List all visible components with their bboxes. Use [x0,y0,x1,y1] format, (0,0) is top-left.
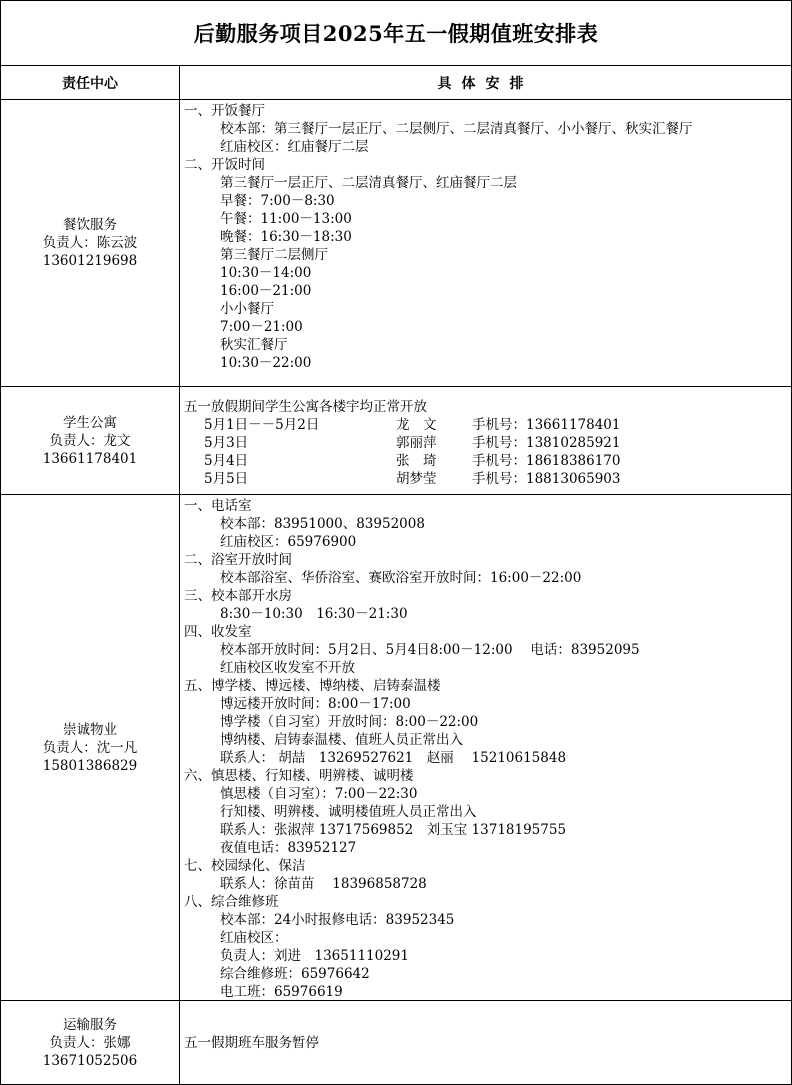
dorm-duty-date: 5月1日－－5月2日 [204,417,320,433]
property-section-heading: 四、收发室 [184,624,252,640]
property-section-heading: 二、浴室开放时间 [184,552,292,568]
property-detail-line: 校本部：83951000、83952008 [220,516,425,532]
transport-phone: 13671052506 [42,1052,138,1069]
catering-detail-line: 10:30－22:00 [220,355,312,371]
row-transport [1,1001,791,1084]
dorm-details [184,398,787,488]
property-center-name: 崇诚物业 [63,721,117,738]
dorm-duty-phone: 手机号：13810285921 [472,435,621,451]
catering-phone: 13601219698 [42,253,138,269]
property-detail-line: 博纳楼、启铸泰温楼、值班人员正常出入 [220,732,463,748]
property-detail-line: 联系人：徐苗苗 18396858728 [220,876,427,892]
property-detail-line: 行知楼、明辨楼、诚明楼值班人员正常出入 [220,804,477,820]
dorm-duty-phone: 手机号：13661178401 [472,417,621,433]
dorm-phone: 13661178401 [42,450,138,467]
catering-detail-line: 16:00－21:00 [220,283,312,299]
property-detail-line: 红庙校区收发室不开放 [220,660,355,676]
dorm-duty-date: 5月3日 [204,435,249,451]
table-title: 后勤服务项目2025年五一假期值班安排表 [1,1,791,66]
property-detail-line: 负责人：刘进 13651110291 [220,948,409,964]
property-section-heading: 八、综合维修班 [184,894,279,910]
dorm-schedule-row [184,470,787,488]
catering-center-cell [1,100,180,386]
catering-detail-line: 红庙校区：红庙餐厅二层 [220,139,369,155]
property-section-heading: 五、博学楼、博远楼、博纳楼、启铸泰温楼 [184,678,441,694]
property-section-heading: 六、慎思楼、行知楼、明辨楼、诚明楼 [184,768,414,784]
dorm-duty-phone: 手机号：18618386170 [472,453,621,469]
dorm-duty-date: 5月4日 [204,453,249,469]
property-detail-line: 电工班：65976619 [220,984,343,1000]
catering-detail-line: 第三餐厅二层侧厅 [220,247,328,263]
dorm-duty-phone: 手机号：18813065903 [472,471,621,487]
property-details [184,497,787,1001]
dorm-intro: 五一放假期间学生公寓各楼宇均正常开放 [184,399,427,415]
row-dorm [1,387,791,495]
dorm-schedule [184,416,787,488]
transport-person: 负责人：张娜 [49,1034,131,1051]
property-phone: 15801386829 [42,757,138,774]
dorm-schedule-row [184,434,787,452]
catering-section-heading: 一、开饭餐厅 [184,103,265,119]
property-center-cell [1,495,180,1000]
property-detail-line: 校本部开放时间：5月2日、5月4日8:00－12:00 电话：83952095 [220,642,640,658]
dorm-duty-name: 胡梦莹 [396,471,437,487]
property-detail-line: 联系人：张淑萍 13717569852 刘玉宝 13718195755 [220,822,567,838]
catering-detail-line: 晚餐：16:30－18:30 [220,229,352,245]
catering-detail-line: 秋实汇餐厅 [220,337,288,353]
property-detail-line: 8:30－10:30 16:30－21:30 [220,606,408,622]
catering-detail-line: 7:00－21:00 [220,319,303,335]
property-section-heading: 七、校园绿化、保洁 [184,858,306,874]
dorm-schedule-row [184,416,787,434]
property-detail-line: 慎思楼（自习室）：7:00－22:30 [220,786,418,802]
transport-center-cell [1,1001,180,1084]
catering-details [184,102,787,372]
dorm-center-name: 学生公寓 [63,414,117,431]
property-detail-line: 夜值电话：83952127 [220,840,357,856]
dorm-schedule-row [184,452,787,470]
catering-detail-line: 早餐：7:00－8:30 [220,193,335,209]
catering-detail-line: 校本部：第三餐厅一层正厅、二层侧厅、二层清真餐厅、小小餐厅、秋实汇餐厅 [220,121,693,137]
row-catering [1,100,791,387]
property-detail-line: 红庙校区： [220,930,288,946]
catering-center-name: 餐饮服务 [63,217,117,233]
dorm-person: 负责人：龙文 [49,432,131,449]
dorm-duty-name: 张 琦 [396,453,437,469]
property-detail-line: 博学楼（自习室）开放时间：8:00－22:00 [220,714,479,730]
dorm-duty-name: 龙 文 [396,417,437,433]
catering-detail-line: 小小餐厅 [220,301,274,317]
property-person: 负责人：沈一凡 [42,739,138,756]
transport-text: 五一假期班车服务暂停 [184,1034,319,1051]
dorm-duty-name: 郭丽萍 [396,435,437,451]
property-detail-line: 校本部：24小时报修电话：83952345 [220,912,455,928]
dorm-duty-date: 5月5日 [204,471,249,487]
property-detail-line: 综合维修班：65976642 [220,966,370,982]
property-section-heading: 一、电话室 [184,498,252,514]
header-responsibility-center: 责任中心 [1,66,180,100]
property-section-heading: 三、校本部开水房 [184,588,292,604]
property-detail-line: 联系人： 胡喆 13269527621 赵丽 15210615848 [220,750,567,766]
catering-section-heading: 二、开饭时间 [184,157,265,173]
property-detail-line: 红庙校区：65976900 [220,534,357,550]
catering-detail-line: 第三餐厅一层正厅、二层清真餐厅、红庙餐厅二层 [220,175,517,191]
transport-center-name: 运输服务 [63,1016,117,1033]
property-detail-line: 校本部浴室、华侨浴室、赛欧浴室开放时间：16:00－22:00 [220,570,582,586]
row-property [1,495,791,1001]
catering-detail-line: 10:30－14:00 [220,265,312,281]
property-detail-line: 博远楼开放时间：8:00－17:00 [220,696,411,712]
transport-details [184,1001,787,1084]
catering-person: 负责人：陈云波 [42,235,138,251]
dorm-center-cell [1,387,180,494]
catering-detail-line: 午餐：11:00－13:00 [220,211,352,227]
header-specific-arrangement: 具体安排 [180,66,791,100]
